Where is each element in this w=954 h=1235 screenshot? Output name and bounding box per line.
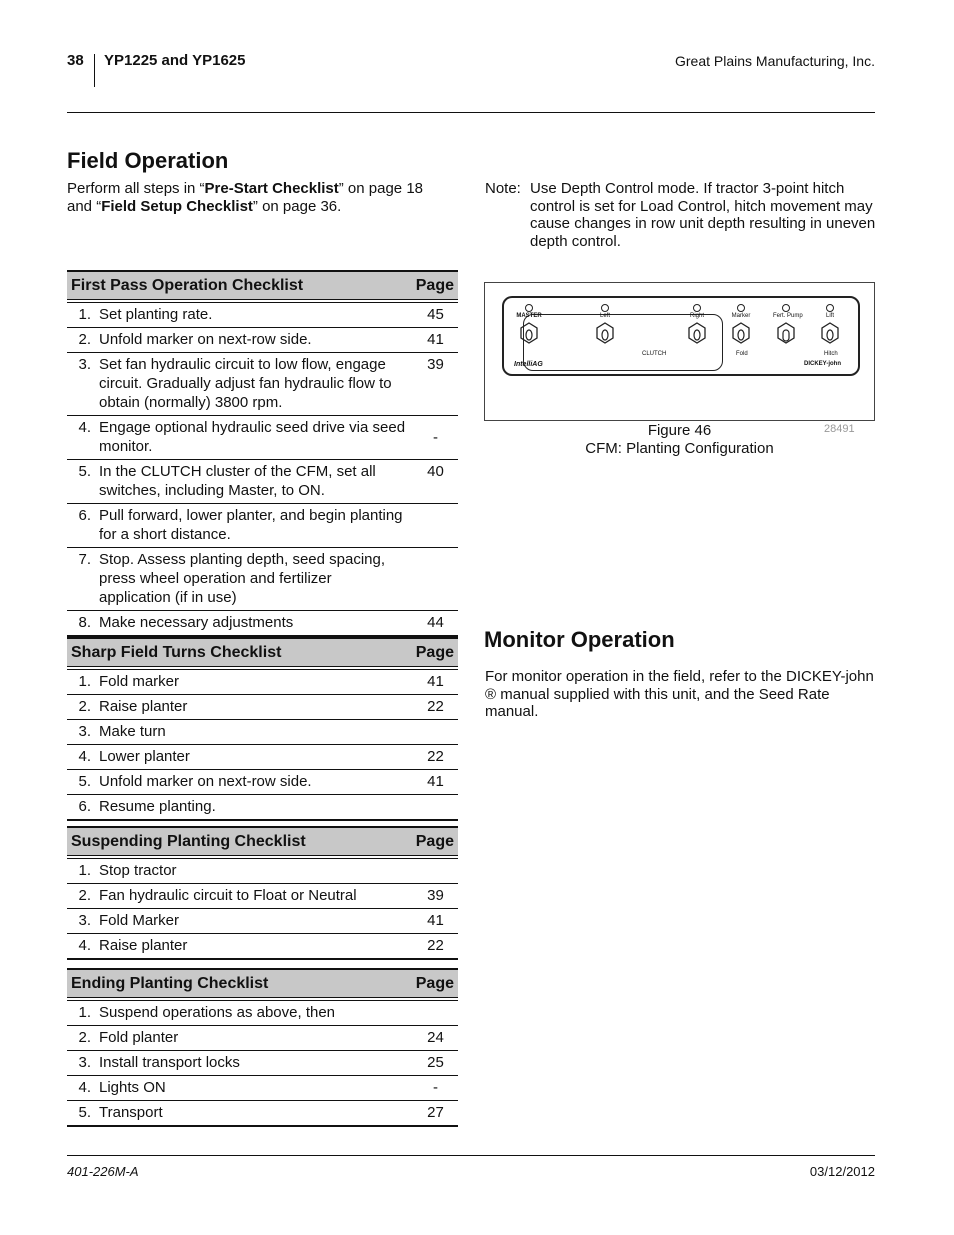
master-label: MASTER: [516, 313, 542, 319]
field-operation-heading: Field Operation: [67, 148, 229, 173]
intro-text-2: ” on page 18 and “: [67, 180, 424, 215]
row-page: 40: [427, 463, 444, 480]
header-divider: [94, 54, 95, 87]
lift-switch: [817, 304, 843, 344]
row-text: Lower planter: [99, 748, 190, 765]
toggle-switch-icon: [731, 322, 751, 344]
row-number: 6.: [78, 798, 91, 815]
row-number: 7.: [78, 551, 91, 568]
row-page: 41: [427, 773, 444, 790]
row-text: Stop tractor: [99, 862, 177, 879]
table-row: [67, 353, 458, 416]
row-number: 2.: [78, 331, 91, 348]
dickey-john-logo: DICKEY-john: [804, 361, 841, 367]
page-number: 38: [67, 52, 84, 69]
left-label: Left: [599, 313, 610, 319]
document-title: YP1225 and YP1625: [104, 52, 246, 69]
table-header: [67, 970, 458, 998]
field-operation-intro: [67, 180, 447, 215]
row-page: -: [433, 1079, 438, 1096]
page-column-header: Page: [415, 276, 454, 294]
row-number: 6.: [78, 507, 91, 524]
row-number: 2.: [78, 887, 91, 904]
row-number: 3.: [78, 723, 91, 740]
table-row: [67, 548, 458, 611]
monitor-operation-heading: Monitor Operation: [484, 627, 675, 652]
row-page: 22: [427, 937, 444, 954]
row-text: In the CLUTCH cluster of the CFM, set all switches, including Master, to ON.: [99, 463, 376, 499]
row-number: 3.: [78, 356, 91, 373]
row-number: 5.: [78, 773, 91, 790]
row-page: 27: [427, 1104, 444, 1121]
table-row: [67, 795, 458, 821]
marker-led-icon: [737, 304, 745, 312]
marker-switch: [728, 304, 754, 344]
row-text: Make turn: [99, 723, 166, 740]
table-row: [67, 934, 458, 960]
right-switch: [684, 304, 710, 344]
row-page: 39: [427, 356, 444, 373]
table-row: [67, 745, 458, 770]
row-number: 3.: [78, 912, 91, 929]
table-header: [67, 272, 458, 300]
row-page: 22: [427, 698, 444, 715]
fert-pump-switch: [773, 304, 803, 344]
toggle-switch-icon: [595, 322, 615, 344]
row-page: 41: [427, 912, 444, 929]
row-text: Set planting rate.: [99, 306, 213, 323]
field-setup-checklist-ref: Field Setup Checklist: [101, 197, 253, 215]
row-text: Install transport locks: [99, 1054, 240, 1071]
table-row: [67, 695, 458, 720]
ending-planting-checklist: [67, 968, 458, 1127]
table-row: [67, 303, 458, 328]
toggle-switch-icon: [519, 322, 539, 344]
table-row: [67, 1026, 458, 1051]
table-row: [67, 416, 458, 460]
fert-pump-led-icon: [782, 304, 790, 312]
pre-start-checklist-ref: Pre-Start Checklist: [204, 180, 339, 197]
figure-id: 28491: [824, 423, 855, 435]
row-number: 5.: [78, 463, 91, 480]
row-text: Fold Marker: [99, 912, 180, 929]
table-row: [67, 1001, 458, 1026]
hitch-label: Hitch: [824, 351, 838, 357]
table-row: [67, 670, 458, 695]
sharp-field-turns-checklist: [67, 637, 458, 821]
intro-text-3: ” on page 36.: [252, 197, 342, 215]
left-led-icon: [601, 304, 609, 312]
row-text: Unfold marker on next-row side.: [99, 773, 312, 790]
row-page: 39: [427, 887, 444, 904]
row-page: 41: [427, 673, 444, 690]
table-title: First Pass Operation Checklist: [71, 276, 304, 294]
page-column-header: Page: [415, 974, 454, 992]
figure-caption: [484, 422, 875, 457]
row-number: 1.: [78, 862, 91, 879]
table-row: [67, 884, 458, 909]
right-led-icon: [693, 304, 701, 312]
row-number: 1.: [78, 1004, 91, 1021]
monitor-operation-text: For monitor operation in the field, refer to the DICKEY-john ® manual supplied with this unit, and the Seed Rate manual.: [485, 668, 874, 720]
figure-frame: [484, 282, 875, 421]
row-page: 25: [427, 1054, 444, 1071]
table-title: Sharp Field Turns Checklist: [71, 643, 282, 661]
row-text: Unfold marker on next-row side.: [99, 331, 312, 348]
marker-label: Marker: [731, 313, 751, 319]
table-row: [67, 909, 458, 934]
page-column-header: Page: [415, 643, 454, 661]
footer-rule: [67, 1155, 875, 1156]
row-number: 5.: [78, 1104, 91, 1121]
table-row: [67, 611, 458, 637]
intelliag-logo: IntelliAG: [514, 361, 543, 368]
row-number: 2.: [78, 1029, 91, 1046]
row-text: Raise planter: [99, 937, 188, 954]
table-row: [67, 504, 458, 548]
table-title: Suspending Planting Checklist: [71, 832, 306, 850]
table-row: [67, 770, 458, 795]
row-page: 41: [427, 331, 444, 348]
row-number: 3.: [78, 1054, 91, 1071]
row-number: 4.: [78, 1079, 91, 1096]
note-label: Note:: [485, 180, 521, 197]
row-number: 4.: [78, 419, 91, 436]
company-name: Great Plains Manufacturing, Inc.: [675, 53, 875, 69]
figure-number: Figure 46: [647, 422, 712, 439]
table-header: [67, 639, 458, 667]
table-row: [67, 1101, 458, 1127]
row-page: 24: [427, 1029, 444, 1046]
row-number: 2.: [78, 698, 91, 715]
cfm-panel-illustration: [502, 296, 860, 376]
table-row: [67, 1051, 458, 1076]
row-text: Set fan hydraulic circuit to low flow, engage circuit. Gradually adjust fan hydraulic flow to obtain (normally) 3800 rpm.: [99, 356, 392, 411]
row-number: 8.: [78, 614, 91, 631]
row-text: Transport: [99, 1104, 163, 1121]
toggle-switch-icon: [776, 322, 796, 344]
toggle-switch-icon: [820, 322, 840, 344]
table-row: [67, 1076, 458, 1101]
lift-led-icon: [826, 304, 834, 312]
suspending-planting-checklist: [67, 826, 458, 960]
row-number: 1.: [78, 673, 91, 690]
row-text: Stop. Assess planting depth, seed spacing, press wheel operation and fertilizer application (if in use): [99, 551, 386, 606]
document-number: 401-226M-A: [67, 1164, 139, 1179]
revision-date: 03/12/2012: [809, 1164, 875, 1179]
first-pass-checklist: [67, 270, 458, 637]
table-row: [67, 859, 458, 884]
row-page: -: [433, 428, 438, 446]
lift-label: Lift: [825, 313, 834, 319]
row-page: 45: [427, 306, 444, 323]
table-row: [67, 460, 458, 504]
toggle-switch-icon: [687, 322, 707, 344]
table-row: [67, 328, 458, 353]
row-number: 4.: [78, 937, 91, 954]
page-column-header: Page: [415, 832, 454, 850]
row-page: 44: [427, 614, 444, 631]
row-text: Fold marker: [99, 673, 180, 690]
row-text: Lights ON: [99, 1079, 166, 1096]
row-text: Suspend operations as above, then: [99, 1004, 336, 1021]
row-text: Make necessary adjustments: [99, 614, 294, 631]
table-header: [67, 828, 458, 856]
row-text: Pull forward, lower planter, and begin planting for a short distance.: [99, 507, 403, 543]
clutch-label: CLUTCH: [642, 351, 667, 357]
table-title: Ending Planting Checklist: [71, 974, 269, 992]
row-text: Fold planter: [99, 1029, 179, 1046]
intro-text-1: Perform all steps in “: [67, 180, 205, 197]
master-led-icon: [525, 304, 533, 312]
row-number: 4.: [78, 748, 91, 765]
row-text: Engage optional hydraulic seed drive via seed monitor.: [99, 419, 406, 455]
table-row: [67, 720, 458, 745]
master-switch: [516, 304, 542, 344]
fert-pump-label: Fert. Pump: [773, 313, 803, 319]
right-label: Right: [689, 313, 704, 319]
note-text: Use Depth Control mode. If tractor 3-point hitch control is set for Load Control, hitch movement may cause changes in row unit depth resulting in uneven depth control.: [530, 180, 876, 250]
left-switch: [592, 304, 618, 344]
row-page: 22: [427, 748, 444, 765]
row-number: 1.: [78, 306, 91, 323]
fold-label: Fold: [736, 351, 748, 357]
header-rule: [67, 112, 875, 113]
row-text: Raise planter: [99, 698, 188, 715]
depth-control-note: [485, 180, 880, 250]
row-text: Resume planting.: [99, 798, 216, 815]
row-text: Fan hydraulic circuit to Float or Neutral: [99, 887, 357, 904]
figure-title: CFM: Planting Configuration: [585, 439, 774, 457]
